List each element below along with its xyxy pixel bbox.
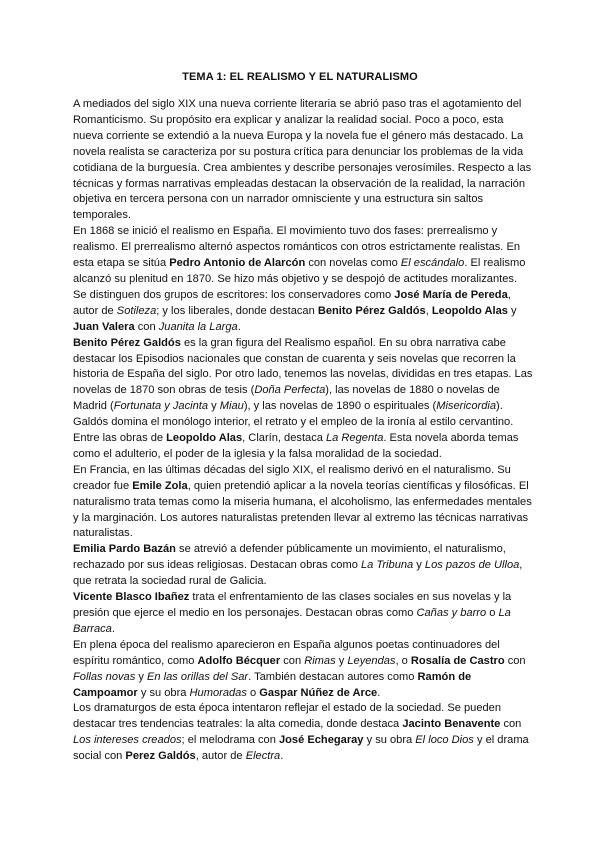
italic-work-title: Fortunata y Jacinta <box>113 400 209 413</box>
text-run: con <box>280 654 305 667</box>
paragraph <box>73 590 533 638</box>
text-run: En plena época del realismo aparecieron en España algunos poetas continuadores del espíritu romántico, como <box>73 638 500 667</box>
text-run: ), y las novelas de 1890 o espirituales ( <box>243 400 437 413</box>
document-body <box>73 97 533 765</box>
italic-work-title: Electra <box>245 750 281 763</box>
italic-work-title: Leyendas <box>347 654 396 667</box>
text-run: . <box>111 622 115 635</box>
text-run: con <box>134 320 159 333</box>
italic-work-title: Juanita la Larga <box>158 320 238 333</box>
bold-author-name: José Echegaray <box>278 734 364 747</box>
italic-work-title: Misericordia <box>436 400 497 413</box>
text-run: , autor de <box>195 750 246 763</box>
paragraph <box>73 431 533 463</box>
bold-author-name: Rosalía de Castro <box>410 654 505 667</box>
bold-author-name: Jacinto Benavente <box>402 718 501 731</box>
text-run: y <box>507 304 517 317</box>
italic-work-title: En las orillas del Sar <box>147 670 249 683</box>
italic-work-title: El loco Dios <box>415 734 474 747</box>
italic-work-title: La Regenta <box>326 432 384 445</box>
bold-author-name: Perez Galdós <box>125 750 196 763</box>
text-run: y su obra <box>137 686 190 699</box>
text-run: ). Galdós domina el monólogo interior, el retrato y el empleo de la ironía al estilo cervantino. <box>73 400 514 429</box>
bold-author-name: José María de Pereda <box>394 288 508 301</box>
text-run: ), las novelas de 1880 o novelas de Madrid ( <box>73 384 500 413</box>
italic-work-title: Cañas y barro <box>416 607 487 619</box>
paragraph <box>73 701 533 765</box>
bold-author-name: Emilia Pardo Bazán <box>73 543 176 556</box>
bold-author-name: Vicente Blasco Ibañez <box>73 591 190 604</box>
text-run: con <box>500 718 522 731</box>
paragraph <box>73 542 533 590</box>
italic-work-title: La Tribuna <box>360 559 414 572</box>
italic-work-title: La Barraca <box>73 607 511 635</box>
italic-work-title: El escándalo <box>400 257 465 270</box>
italic-work-title: Sotileza <box>116 304 157 317</box>
bold-author-name: Adolfo Bécquer <box>197 654 281 667</box>
text-run: ; y los liberales, donde destacan <box>156 304 318 317</box>
text-run: y <box>208 400 220 413</box>
bold-author-name: Leopoldo Alas <box>166 432 243 445</box>
text-run: Entre las obras de <box>73 432 167 445</box>
italic-work-title: Rimas <box>304 654 336 667</box>
italic-work-title: Miau <box>219 400 244 413</box>
italic-work-title: Los intereses creados <box>73 734 182 747</box>
bold-author-name: Leopoldo Alas <box>431 304 508 317</box>
text-run: En 1868 se inició el realismo en España. El movimiento tuvo dos fases: prerrealismo y realismo. El prerrealismo alternó aspectos románticos con otros estrictamente realistas. En esta etapa se sitúa <box>73 225 521 270</box>
bold-author-name: Pedro Antonio de Alarcón <box>169 257 306 270</box>
bold-author-name: Benito Pérez Galdós <box>317 304 426 317</box>
bold-author-name: Juan Valera <box>73 320 135 333</box>
text-run: . <box>280 750 284 763</box>
text-run: , <box>425 304 432 317</box>
italic-work-title: Humoradas <box>189 686 247 699</box>
text-run: , Clarín, destaca <box>242 432 326 445</box>
text-run: . El realismo alcanzó su plenitud en 1870. Se hizo más objetivo y se despojó de actitudes moralizantes. Se distinguen dos grupos de escritores: los conservadores como <box>73 257 526 301</box>
text-run: y <box>335 654 348 667</box>
bold-author-name: Emile Zola <box>132 479 188 492</box>
paragraph <box>73 638 533 702</box>
text-run: . <box>377 686 381 699</box>
paragraph <box>73 224 533 335</box>
text-run: se atrevió a defender públicamente un movimiento, el naturalismo, rechazado por sus ideas religiosas. Destacan obras como <box>73 543 506 572</box>
text-run: A mediados del siglo XIX una nueva corriente literaria se abrió paso tras el agotamiento del Romanticismo. Su propósito era explicar y analizar la realidad social. Poco a poco, esta nueva corriente se extendió a la nueva Europa y la novela fue el género más destacado. La novela realista se caracteriza por su postura crítica para denunciar los problemas de la vida cotidiana de la burguesía. Crea ambientes y describe personajes verosímiles. Respecto a las técnicas y formas narrativas empleadas destacan la observación de la realidad, la narración objetiva en tercera persona con un narrador omnisciente y una estructura sin saltos temporales. <box>73 98 532 222</box>
text-run: ; el melodrama con <box>181 734 279 747</box>
text-run: o <box>246 686 260 699</box>
text-run: , autor de <box>73 288 511 317</box>
bold-author-name: Ramón de Campoamor <box>73 670 472 699</box>
italic-work-title: Doña Perfecta <box>254 384 326 397</box>
text-run: En Francia, en las últimas décadas del siglo XIX, el realismo derivó en el naturalismo. Su creador fue <box>73 463 511 492</box>
text-run: Los dramaturgos de esta época intentaron reflejar el estado de la sociedad. Se pueden destacar tres tendencias teatrales: la alta comedia, donde destaca <box>73 702 502 731</box>
text-run: con novelas como <box>305 257 401 270</box>
italic-work-title: Los pazos de Ulloa <box>424 559 520 572</box>
text-run: trata el enfrentamiento de las clases sociales en sus novelas y la presión que ejerce el medio en los personajes. Destacan obras como <box>73 591 512 619</box>
text-run: , o <box>395 654 411 667</box>
text-run: y el drama social con <box>73 734 529 763</box>
italic-work-title: Follas novas <box>73 670 136 683</box>
text-run: es la gran figura del Realismo español. En su obra narrativa cabe destacar los Episodios nacionales que constan de cuarenta y seis novelas que recorren la historia de España del siglo. Por otro lado, tenemos las novelas, divididas en tres etapas. Las novelas de 1870 son obras de tesis ( <box>73 336 533 397</box>
text-run: y <box>135 670 147 683</box>
text-run: , que retrata la sociedad rural de Galicia. <box>73 559 523 588</box>
text-run: . <box>237 320 241 333</box>
paragraph <box>73 97 533 224</box>
document-title: TEMA 1: EL REALISMO Y EL NATURALISMO <box>182 71 418 83</box>
bold-author-name: Benito Pérez Galdós <box>73 336 181 349</box>
text-run: . También destacan autores como <box>248 670 418 683</box>
text-run: o <box>486 607 499 619</box>
paragraph <box>73 463 533 543</box>
text-run: y su obra <box>363 734 416 747</box>
bold-author-name: Gaspar Núñez de Arce <box>259 686 378 699</box>
text-run: , quien pretendió aplicar a la novela teorías científicas y filosóficas. El naturalismo trata temas como la miseria humana, el alcoholismo, las enfermedades mentales y la marginación. Los autores naturalistas pretenden llevar al extremo las técnicas narrativas naturalistas. <box>73 479 532 540</box>
text-run: y <box>413 559 425 572</box>
text-run: . Esta novela aborda temas como el adulterio, el poder de la iglesia y la falsa moralidad de la sociedad. <box>73 432 519 460</box>
text-run: con <box>504 654 526 667</box>
paragraph <box>73 336 533 431</box>
